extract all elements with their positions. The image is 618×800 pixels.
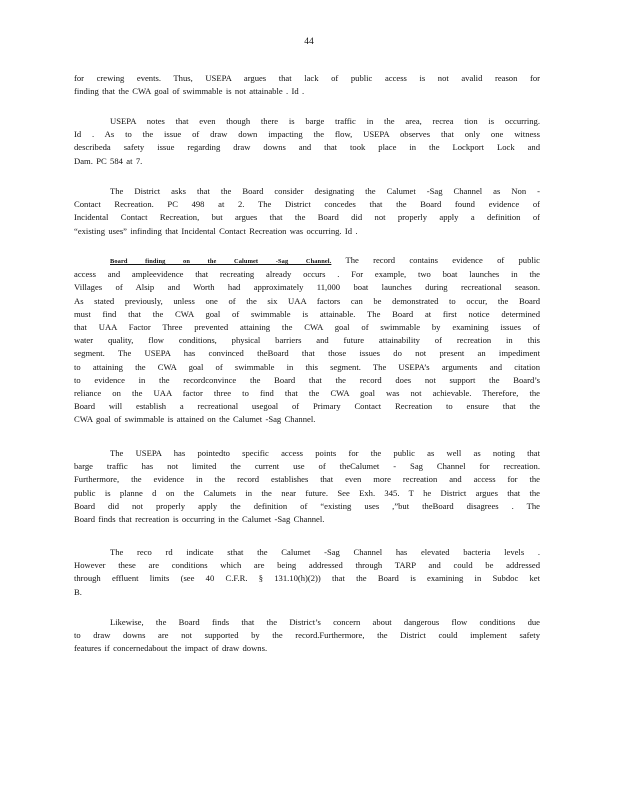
text-line: Board will establish a recreational usegoal of Primary Contact Recreation to ensure that the (74, 401, 540, 412)
text-line: Incidental Contact Recreation, but argues that the Board did not properly apply a definition of (74, 212, 540, 223)
text-line: As stated previously, unless one of the six UAA factors can be demonstrated to occur, the Board (74, 295, 540, 306)
text-line: Dam. PC 584 at 7. (74, 155, 143, 166)
text-line: finding that the CWA goal of swimmable is not attainable . Id . (74, 86, 305, 97)
text-line: for crewing events. Thus, USEPA argues that lack of public access is not avalid reason for (74, 73, 540, 83)
text-line: Board finds that recreation is occurring in the Calumet -Sag Channel. (74, 514, 325, 525)
text-line: segment. The USEPA has convinced theBoard that those issues do not present an impediment (74, 348, 540, 359)
text-line: to attaining the CWA goal of swimmable in this segment. The USEPA’s arguments and citation (74, 361, 540, 372)
text-line: to evidence in the recordconvince the Board that the record does not support the Board’s (74, 374, 540, 385)
text-line: public is planne d on the Calumets in the near future. See Exh. 345. T he District argues that the (74, 487, 540, 498)
text-line: to draw downs are not supported by the record.Furthermore, the District could implement safety (74, 630, 540, 641)
paragraph-board-finding (74, 254, 540, 427)
text-line: describeda safety issue regarding draw downs and that took place in the Lockport Lock and (74, 142, 540, 153)
paragraph-continuation (74, 72, 540, 98)
text-line: that UAA Factor Three prevented attaining the CWA goal of swimmable by examining issues of (74, 322, 540, 333)
text-line: Likewise, the Board finds that the District’s concern about dangerous flow conditions due (110, 617, 540, 627)
text-line: Villages of Alsip and Worth had approximately 11,000 boat launches during recreational season. (74, 282, 540, 293)
text-line: The reco rd indicate sthat the Calumet -Sag Channel has elevated bacteria levels . (110, 547, 540, 557)
paragraph-usepa-access (74, 447, 540, 526)
text-line (74, 254, 540, 268)
text-line: barge traffic has not limited the current use of theCalumet - Sag Channel for recreation. (74, 461, 540, 472)
page-number: 44 (304, 37, 314, 47)
text-line: through effluent limits (see 40 C.F.R. § 131.10(h)(2)) that the Board is examining in Subdoc ket (74, 573, 540, 584)
text-line: Furthermore, the evidence in the record establishes that even more recreation and access for the (74, 474, 540, 485)
text-fragment: The record contains evidence of public (345, 255, 540, 265)
text-line: Board did not properly apply the definition of “existing uses ,”but theBoard disagrees . The (74, 500, 540, 511)
text-line: USEPA notes that even though there is barge traffic in the area, recrea tion is occurring. (110, 116, 540, 126)
text-line: CWA goal of swimmable is attained on the Calumet -Sag Channel. (74, 414, 316, 425)
paragraph-district-asks (74, 185, 540, 238)
text-line: Id . As to the issue of draw down impacting the flow, USEPA observes that only one witness (74, 129, 540, 140)
text-line: features if concernedabout the impact of draw downs. (74, 643, 268, 654)
text-line: water quality, flow conditions, physical barriers and future attainability of recreation in this (74, 335, 540, 346)
text-line: must find that the CWA goal of swimmable is attainable. The Board at first notice determined (74, 308, 540, 319)
text-line: The USEPA has pointedto specific access points for the public as well as noting that (110, 448, 540, 458)
paragraph-draw-downs (74, 616, 540, 656)
text-line: Contact Recreation. PC 498 at 2. The District concedes that the Board found evidence of (74, 199, 540, 210)
paragraph-bacteria (74, 546, 540, 599)
text-line: However these are conditions which are being addressed through TARP and could be addressed (74, 560, 540, 571)
section-heading: Board finding on the Calumet -Sag Channel. (110, 258, 332, 265)
text-line: reliance on the UAA factor three to find that the CWA goal was not achievable. Therefore, the (74, 388, 540, 399)
text-line: access and ampleevidence that recreating already occurs . For example, two boat launches in the (74, 269, 540, 280)
text-line: The District asks that the Board consider designating the Calumet -Sag Channel as Non - (110, 186, 540, 196)
text-line: “existing uses” infinding that Incidental Contact Recreation was occurring. Id . (74, 225, 358, 236)
text-line: B. (74, 586, 82, 597)
paragraph-usepa-notes (74, 115, 540, 168)
